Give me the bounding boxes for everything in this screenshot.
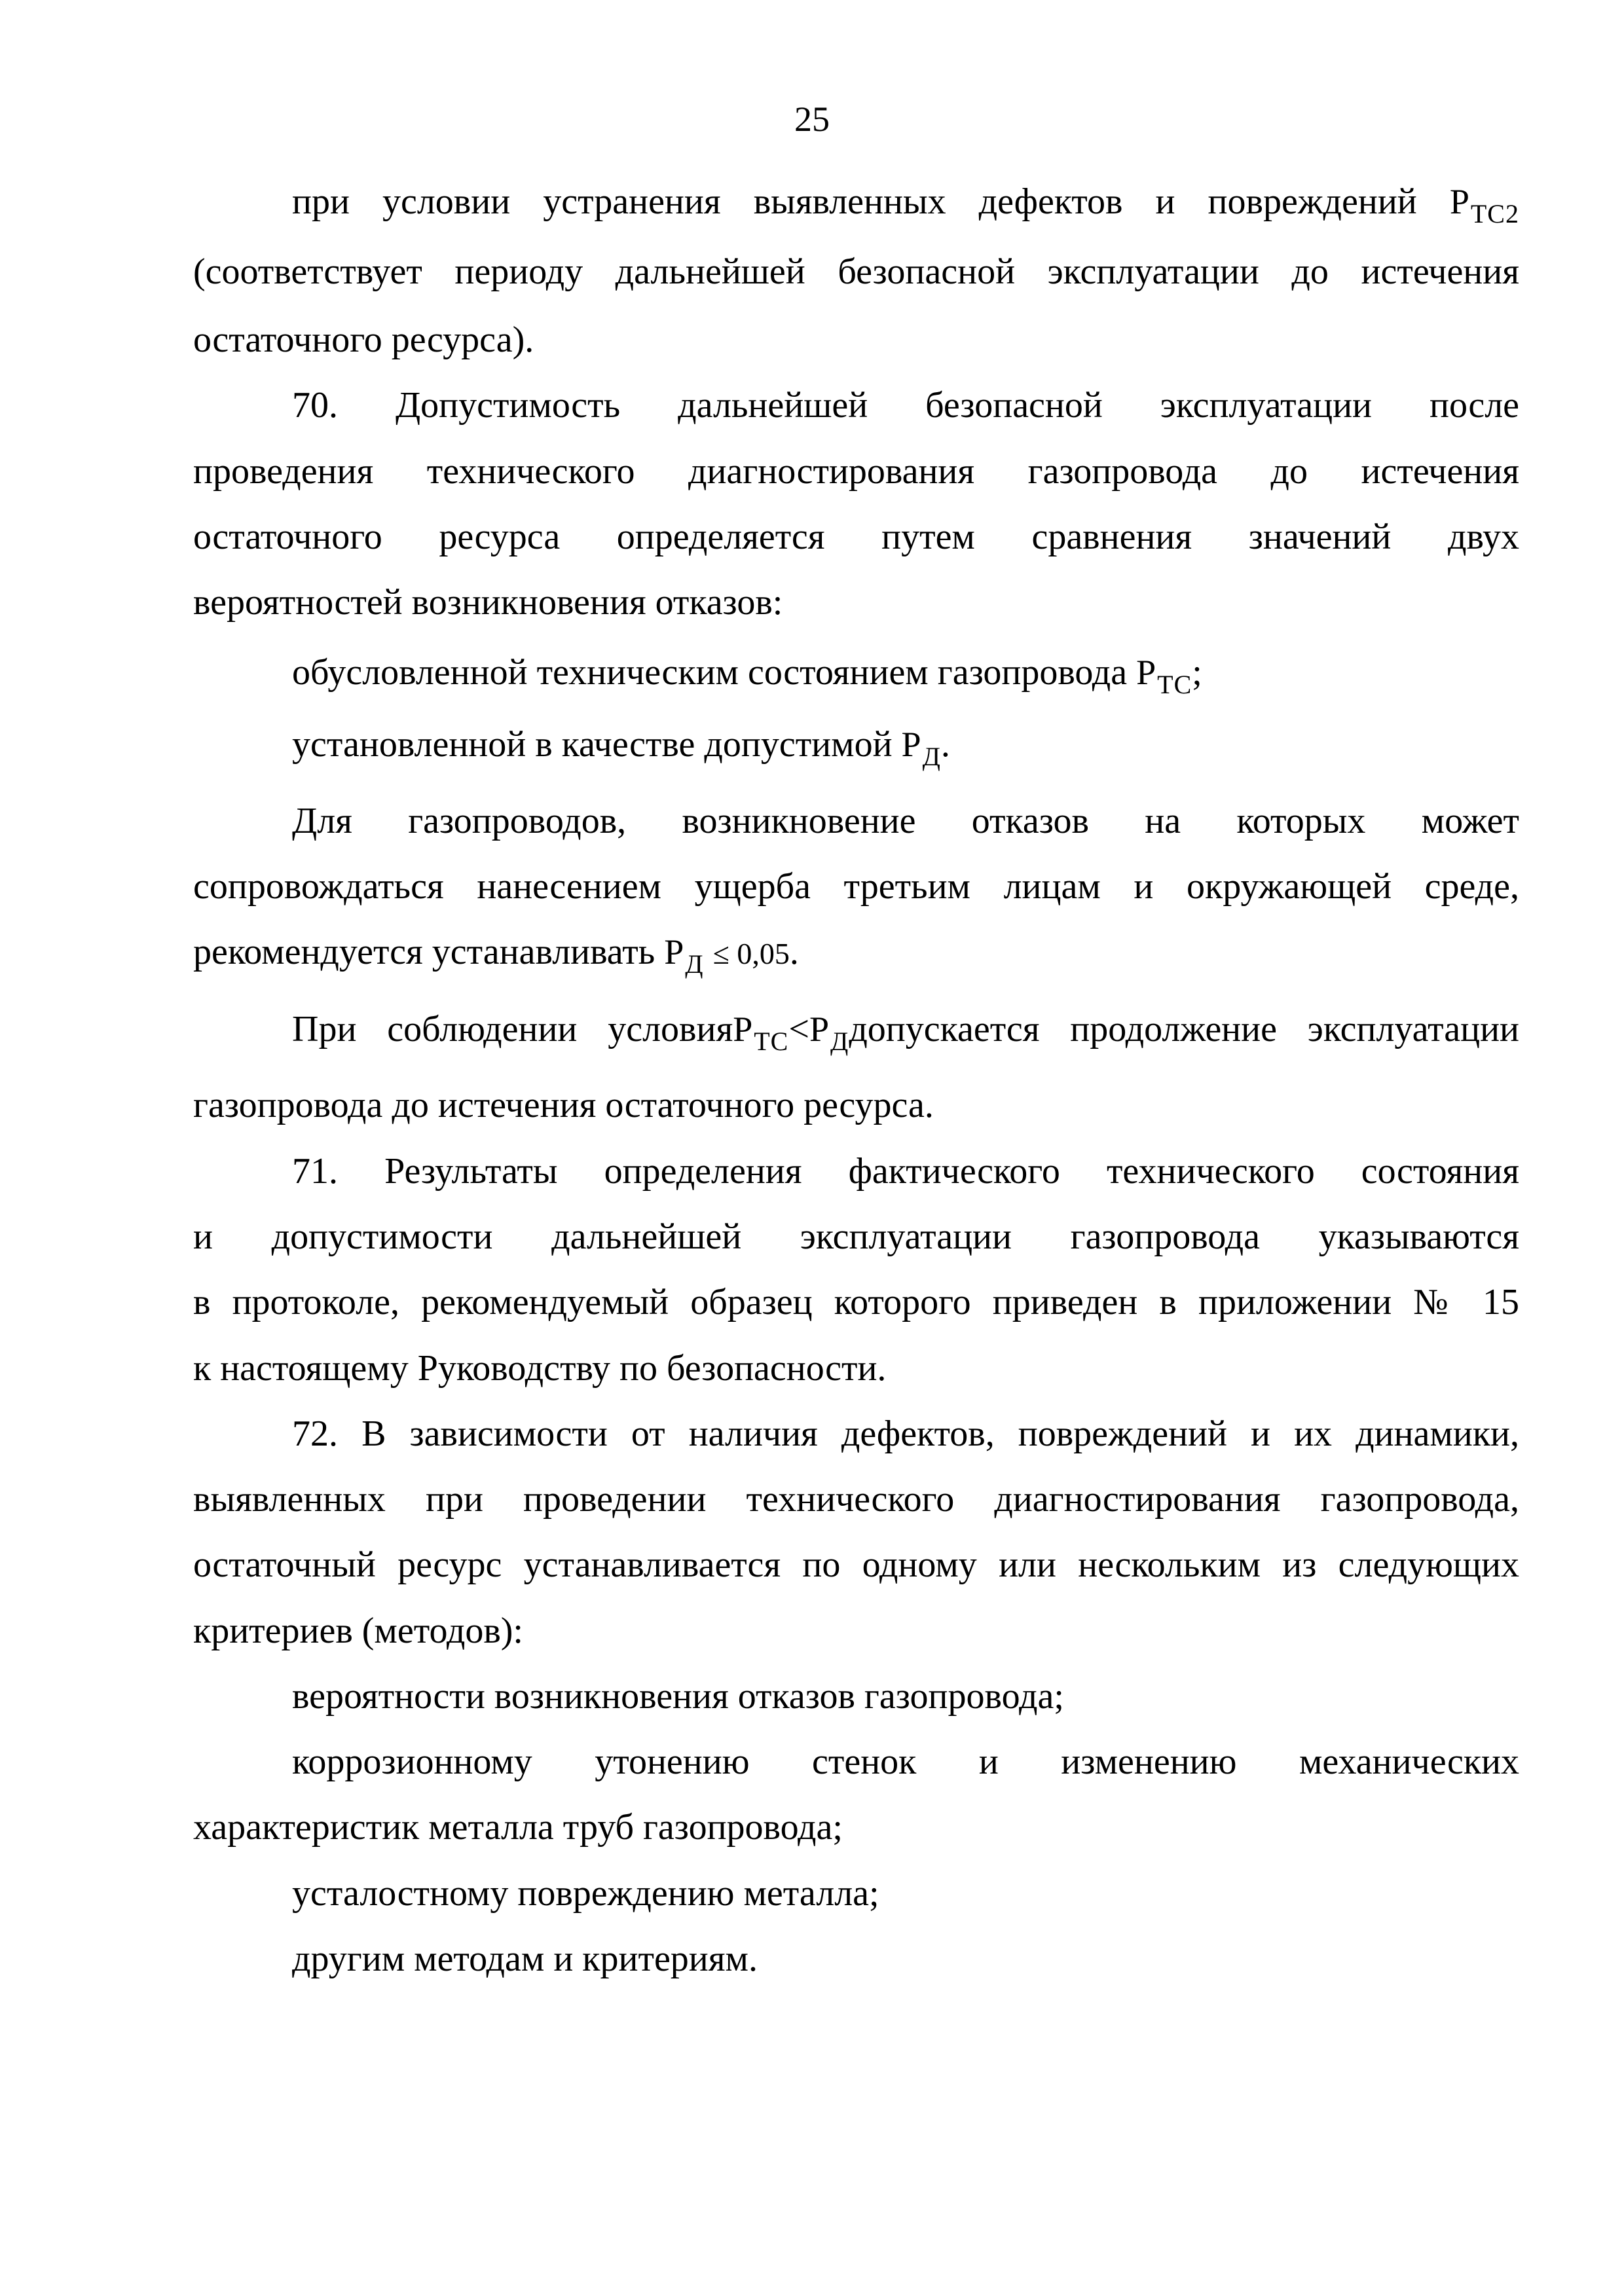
less-than-sign: < xyxy=(788,1009,809,1049)
probability-subscript: Д xyxy=(830,1027,849,1056)
text-line: Для газопроводов, возникновение отказов на которых может xyxy=(292,801,1519,841)
probability-symbol: P xyxy=(1449,182,1471,221)
text-line: и допустимости дальнейшей эксплуатации газопровода указываются xyxy=(193,1216,1519,1257)
text-segment: При соблюдении условия xyxy=(292,1009,733,1049)
probability-subscript: TC2 xyxy=(1470,199,1519,228)
text-line: критериев (методов): xyxy=(193,1611,523,1651)
text-segment: обусловленной техническим состоянием газопровода xyxy=(292,652,1128,693)
paragraph-71-start: 71. Результаты определения фактического технического состояния xyxy=(292,1151,1519,1192)
list-item: коррозионному утонению стенок и изменению механических xyxy=(292,1741,1519,1782)
probability-symbol: P xyxy=(664,932,686,972)
text-line xyxy=(292,1008,1519,1056)
paragraph-70-start: 70. Допустимость дальнейшей безопасной эксплуатации после xyxy=(292,385,1519,426)
punctuation: . xyxy=(789,932,799,972)
text-segment: установленной в качестве допустимой xyxy=(292,724,893,765)
text-line: (соответствует периоду дальнейшей безопасной эксплуатации до истечения xyxy=(193,251,1519,292)
text-line: к настоящему Руководству по безопасности. xyxy=(193,1348,887,1389)
punctuation: ; xyxy=(1192,652,1202,693)
probability-subscript: Д xyxy=(685,949,704,979)
text-line: сопровождаться нанесением ущерба третьим лицам и окружающей среде, xyxy=(193,866,1519,907)
list-item: усталостному повреждению металла; xyxy=(292,1873,879,1914)
text-line: характеристик металла труб газопровода; xyxy=(193,1807,843,1848)
probability-symbol: P xyxy=(733,1010,754,1049)
probability-symbol: P xyxy=(901,725,923,764)
list-item xyxy=(292,651,1202,697)
text-line: остаточного ресурса). xyxy=(193,319,534,360)
text-segment: рекомендуется устанавливать xyxy=(193,932,655,972)
text-line: выявленных при проведении технического диагностирования газопровода, xyxy=(193,1479,1519,1520)
text-line xyxy=(193,931,799,979)
text-line: проведения технического диагностирования газопровода до истечения xyxy=(193,451,1519,492)
text-line: в протоколе, рекомендуемый образец которого приведен в приложении № 15 xyxy=(193,1282,1519,1322)
text-line: остаточного ресурса определяется путем сравнения значений двух xyxy=(193,517,1519,557)
inequality-value: ≤ 0,05 xyxy=(712,937,790,970)
text-line: остаточный ресурс устанавливается по одному или нескольким из следующих xyxy=(193,1544,1519,1585)
list-item xyxy=(292,723,950,769)
paragraph-72-start: 72. В зависимости от наличия дефектов, повреждений и их динамики, xyxy=(292,1413,1519,1454)
text-line: газопровода до истечения остаточного ресурса. xyxy=(193,1085,934,1125)
page-number: 25 xyxy=(794,100,830,139)
probability-symbol: P xyxy=(1136,653,1158,692)
text-segment: при условии устранения выявленных дефектов и повреждений xyxy=(292,181,1417,222)
probability-subscript: TC xyxy=(754,1027,789,1056)
probability-symbol: P xyxy=(809,1010,831,1049)
list-item: другим методам и критериям. xyxy=(292,1939,758,1979)
text-segment: допускается продолжение эксплуатации xyxy=(849,1009,1519,1049)
text-line xyxy=(292,181,1519,226)
text-line: вероятностей возникновения отказов: xyxy=(193,582,783,623)
probability-subscript: TC xyxy=(1157,670,1192,699)
probability-subscript: Д xyxy=(922,742,941,771)
punctuation: . xyxy=(940,724,950,765)
list-item: вероятности возникновения отказов газопровода; xyxy=(292,1676,1064,1717)
